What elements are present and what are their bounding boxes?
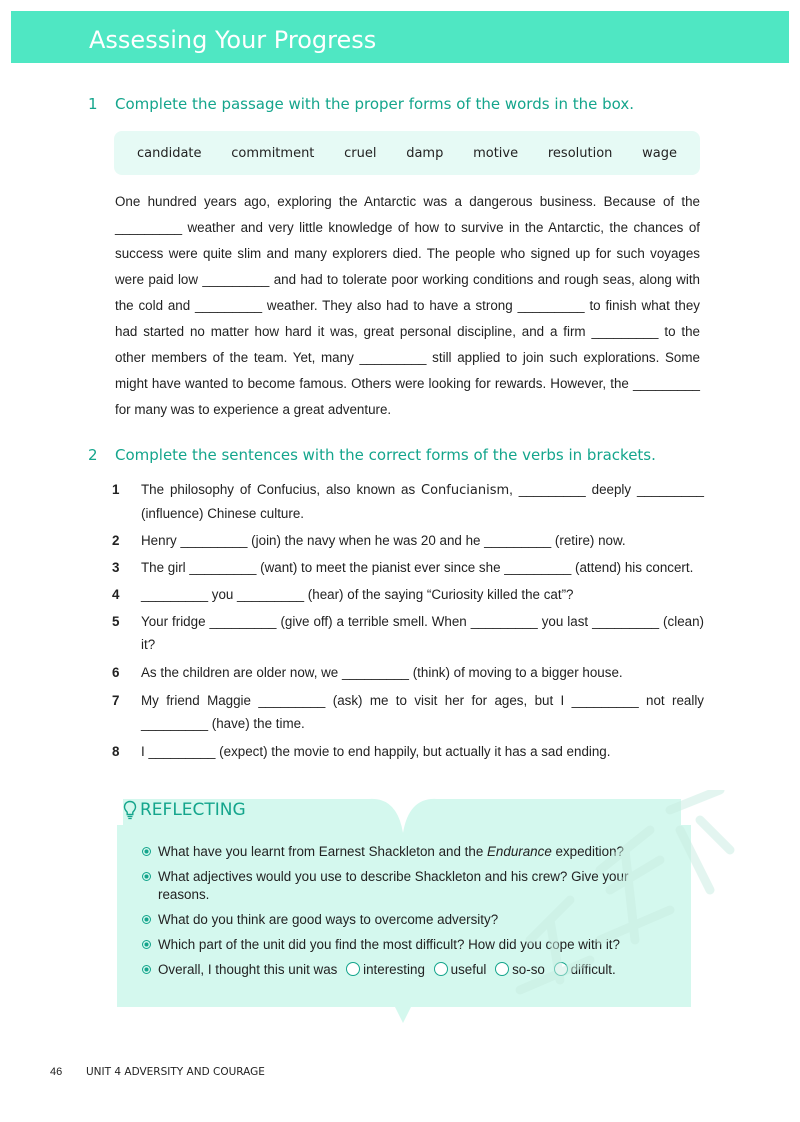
rating-option: useful bbox=[450, 962, 487, 977]
word-box-item: wage bbox=[642, 145, 677, 161]
exercise-item bbox=[112, 583, 704, 606]
passage-text: weather and very little knowledge of how to survive in the Antarctic, the chances of success were quite slim and many explorers died. The people who signed up for such voyages were paid low bbox=[115, 220, 700, 287]
bullet-dot-icon bbox=[142, 872, 151, 881]
passage-text: and had to tolerate poor working conditions and rough seas, along with the cold and bbox=[115, 272, 700, 313]
item-text: The girl _________ (want) to meet the pianist ever since she _________ (attend) his concert. bbox=[141, 560, 694, 575]
exercise-item bbox=[112, 529, 704, 552]
exercise-item bbox=[112, 661, 704, 684]
word-box-item: candidate bbox=[137, 145, 202, 161]
section-2-number: 2 bbox=[88, 446, 98, 464]
item-text: _________ you _________ (hear) of the saying “Curiosity killed the cat”? bbox=[141, 587, 574, 602]
passage bbox=[115, 189, 700, 423]
item-text: Henry _________ (join) the navy when he was 20 and he _________ (retire) now. bbox=[141, 533, 626, 548]
blank: _________ bbox=[195, 298, 263, 313]
word-box-item: cruel bbox=[344, 145, 377, 161]
reflecting-question: What do you think are good ways to overcome adversity? bbox=[142, 911, 672, 929]
rating-option: interesting bbox=[363, 962, 425, 977]
page-number: 46 bbox=[50, 1066, 63, 1078]
item-number: 3 bbox=[112, 560, 120, 575]
item-number: 6 bbox=[112, 665, 120, 680]
item-text: The philosophy of Confucius, also known as Confucianism, _________ deeply _________ (influence) Chinese culture. bbox=[141, 482, 704, 521]
item-number: 8 bbox=[112, 744, 120, 759]
passage-text: One hundred years ago, exploring the Antarctic was a dangerous business. Because of the bbox=[115, 194, 700, 209]
exercise-item bbox=[112, 478, 704, 525]
exercise-item bbox=[112, 740, 704, 763]
rating-option: difficult. bbox=[570, 962, 616, 977]
exercise-item bbox=[112, 610, 704, 656]
blank: _________ bbox=[359, 350, 427, 365]
item-number: 4 bbox=[112, 587, 120, 602]
bullet-dot-icon bbox=[142, 940, 151, 949]
passage-text: still applied to join such explorations. Some might have wanted to become famous. Others were looking for rewards. However, the bbox=[115, 350, 700, 391]
blank: _________ bbox=[202, 272, 270, 287]
bullet-dot-icon bbox=[142, 965, 151, 974]
item-number: 7 bbox=[112, 693, 120, 708]
exercise-item bbox=[112, 556, 704, 579]
section-1-number: 1 bbox=[88, 95, 98, 113]
word-box bbox=[114, 131, 700, 175]
item-text: I _________ (expect) the movie to end happily, but actually it has a sad ending. bbox=[141, 744, 611, 759]
blank: _________ bbox=[632, 376, 700, 391]
reflecting-question: Which part of the unit did you find the most difficult? How did you cope with it? bbox=[142, 936, 672, 954]
item-number: 5 bbox=[112, 614, 120, 629]
item-text: Your fridge _________ (give off) a terrible smell. When _________ you last _________ (clean) it? bbox=[141, 614, 704, 652]
watermark-graphic bbox=[500, 790, 740, 1020]
reflecting-heading bbox=[123, 800, 246, 820]
rating-lead: Overall, I thought this unit was bbox=[158, 962, 338, 977]
radio-circle-icon[interactable] bbox=[346, 962, 360, 976]
unit-label: UNIT 4 ADVERSITY AND COURAGE bbox=[86, 1066, 265, 1078]
passage-text: weather. They also had to have a strong bbox=[266, 298, 513, 313]
reflecting-title: REFLECTING bbox=[140, 800, 246, 820]
blank: _________ bbox=[591, 324, 659, 339]
blank: _________ bbox=[517, 298, 585, 313]
blank: _________ bbox=[115, 220, 183, 235]
word-box-item: damp bbox=[406, 145, 444, 161]
section-1-title: Complete the passage with the proper forms of the words in the box. bbox=[115, 95, 635, 113]
bullet-dot-icon bbox=[142, 847, 151, 856]
bullet-dot-icon bbox=[142, 915, 151, 924]
reflecting-question: What adjectives would you use to describe Shackleton and his crew? Give your reasons. bbox=[142, 868, 672, 904]
radio-circle-icon[interactable] bbox=[434, 962, 448, 976]
word-box-item: commitment bbox=[231, 145, 315, 161]
exercise-item bbox=[112, 689, 704, 735]
item-number: 2 bbox=[112, 533, 120, 548]
word-box-item: motive bbox=[473, 145, 519, 161]
page-header-band bbox=[11, 11, 789, 63]
item-number: 1 bbox=[112, 482, 120, 497]
item-text: As the children are older now, we _________ (think) of moving to a bigger house. bbox=[141, 665, 623, 680]
section-2-title: Complete the sentences with the correct forms of the verbs in brackets. bbox=[115, 446, 656, 464]
page-title: Assessing Your Progress bbox=[89, 26, 377, 54]
passage-text: to the other members of the team. Yet, many bbox=[115, 324, 700, 365]
item-text: My friend Maggie _________ (ask) me to visit her for ages, but I _________ not really _________ (have) the time. bbox=[141, 693, 704, 731]
word-box-item: resolution bbox=[547, 145, 613, 161]
lightbulb-icon bbox=[123, 800, 137, 820]
passage-text: to finish what they had started no matter how hard it was, great personal discipline, and a firm bbox=[115, 298, 700, 339]
passage-text: for many was to experience a great adventure. bbox=[115, 402, 392, 417]
rating-option: so-so bbox=[512, 962, 545, 977]
reflecting-question: What have you learnt from Earnest Shackleton and the Endurance expedition? bbox=[142, 843, 672, 861]
